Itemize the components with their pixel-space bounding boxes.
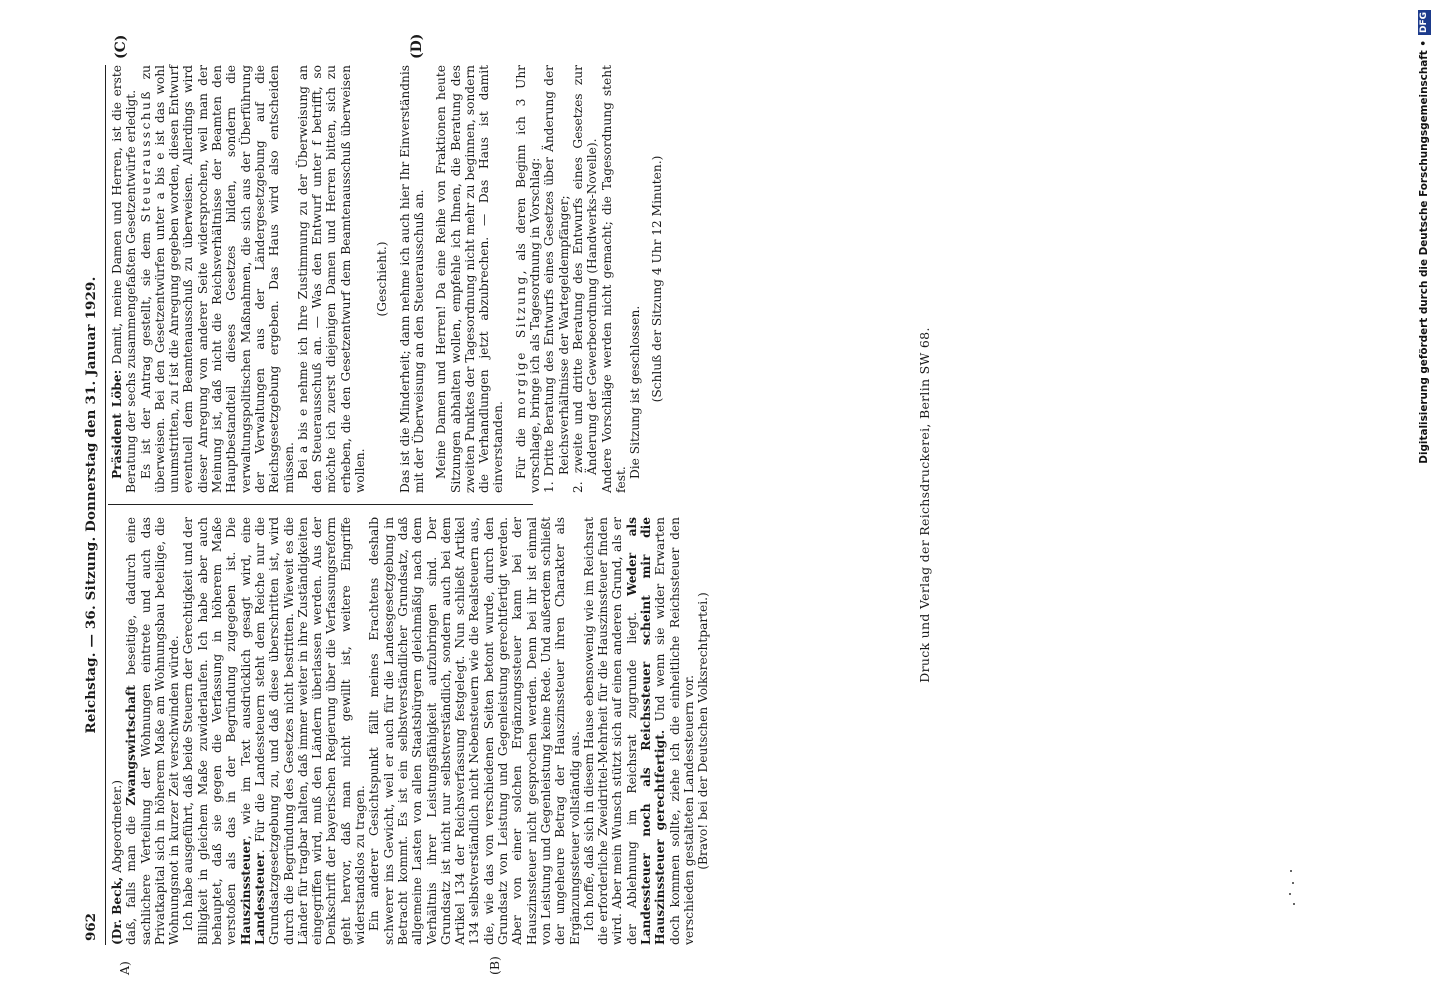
emphasis-run: Landessteuer <box>252 853 267 945</box>
speaker-name: (Dr. Beck, <box>110 876 124 945</box>
margin-mark-a: A) <box>117 961 132 975</box>
text-run: daß, falls man die <box>124 805 139 945</box>
speaker-line <box>110 517 124 945</box>
header-rule <box>105 65 106 945</box>
page-number: 962 <box>83 913 99 941</box>
paragraph-vorschlaege: Andere Vorschläge werden nicht gemacht; die Tagesordnung steht fest. <box>599 65 628 493</box>
text-run: Für die <box>513 418 528 479</box>
paragraph-fraktionen: Meine Damen und Herren! Da eine Reihe von Fraktionen heute Sitzungen abhalten wollen, empfehle ich Ihnen, die Beratung des zweiten Punktes der Tagesordnung nicht mehr zu beginnen, sondern die Verhandlungen jetzt abzubrechen. — Das Haus ist damit einverstanden. <box>434 65 506 493</box>
margin-mark-c: (C) <box>113 34 129 59</box>
printer-imprint: Druck und Verlag der Reichsdruckerei, Berlin SW 68. <box>917 327 932 683</box>
spaced-run: Steuerausschuß <box>138 89 153 223</box>
running-head <box>80 65 102 945</box>
text-run: beseitige, dadurch eine sachlichere Verteilung der Wohnungen eintrete und auch das Privatkapital sich in höherem Maße am Wohnungsbau beteilige, die Wohnungsnot in kurzer Zeit verschwinden würde. <box>124 517 182 945</box>
emphasis-run: Zwangswirtschaft <box>124 685 139 806</box>
digitization-credit <box>1417 10 1431 990</box>
text-run: Und wenn sie wider Erwarten doch kommen sollte, ziehe ich die einheitliche Reichssteuer den verschieden gestalteten Landessteuern vor. <box>653 517 696 945</box>
text-run: Es ist der Antrag gestellt, sie dem <box>138 222 153 479</box>
column-rule <box>108 504 533 505</box>
scan-specks <box>1286 868 1298 908</box>
paragraph-minderheit: Das ist die Minderheit; dann nehme ich auch hier Ihr Einverständnis mit der Überweisung an den Steuerausschuß an. <box>397 65 426 493</box>
rotated-document-page <box>80 33 980 975</box>
text-run: Damit, meine Damen und Herren, ist die erste Beratung der sechs zusammengefaßten Gesetzentwürfe erledigt. <box>110 65 139 493</box>
paragraph-antrag <box>139 65 296 493</box>
paragraph-praesident <box>110 65 139 493</box>
spaced-run: morgige Sitzung <box>513 274 528 419</box>
paragraph-zustimmung: Bei a bis e nehme ich Ihre Zustimmung zu der Überweisung an den Steuerausschuß an. — Was den Entwurf unter f betrifft, so möchte ich zuerst diejenigen Damen und Herren bitten, sich zu erheben, die den Gesetzentwurf dem Beamtenausschuß überweisen wollen. <box>295 65 368 493</box>
text-run: . Für die Landessteuern steht dem Reiche nur die Grundsatzgesetzgebung zu, und daß diese überschritten ist, wird durch die Begründung des Gesetzes nicht bestritten. Wieweit es die Länder für tragbar halten, daß immer weiter in ihre Zuständigkeiten eingegriffen wird, muß den Ländern überlassen werden. Aus der Denkschrift der bayerischen Regierung über die Verfassungsreform geht hervor, daß man nicht gewillt ist, weitere Eingriffe widerstandslos zu tragen. <box>252 517 368 945</box>
page-title: Reichstag. — 36. Sitzung. Donnerstag den 31. Januar 1929. <box>83 276 99 734</box>
margin-mark-b: (B) <box>487 956 502 975</box>
emphasis-run: Weder als Landessteuer noch als Reichssteuer scheint mir die Hauszinssteuer gerechtfertigt. <box>624 517 668 945</box>
text-run: , als deren Beginn ich 3 Uhr vorschlage, bringe ich als Tagesordnung in Vorschlag: <box>513 65 543 493</box>
paragraph-verfassung <box>181 517 367 945</box>
stage-note-geschieht: (Geschieht.) <box>375 241 390 317</box>
agenda-item-1: 1. Dritte Beratung des Entwurfs eines Gesetzes über Änderung der Reichsverhältnisse der Wartegeldempfänger; <box>542 65 571 493</box>
margin-mark-d: (D) <box>409 33 425 59</box>
paragraph-gesichtspunkt: Ein anderer Gesichtspunkt fällt meines Erachtens deshalb schwerer ins Gewicht, weil er auch für die Landesgesetzgebung in Betracht kommt. Es ist ein selbstverständlicher Grundsatz, daß allgemeine Lasten von allen Staatsbürgern gleichmäßig nach dem Verhältnis ihrer Leistungsfähigkeit aufzubringen sind. Der Grundsatz ist nicht nur selbstverständlich, sondern auch bei dem Artikel 134 der Reichsverfassung festgelegt. Nun schließt Artikel 134 selbstverständlich nicht Nebensteuern wie die Realsteuern aus, die, wie das von verschiedenen Seiten betont wurde, durch den Grundsatz von Leistung und Gegenleistung gerechtfertigt werden. Aber von einer solchen Ergänzungssteuer kann bei der Hauszinssteuer nicht gesprochen werden. Denn bei ihr ist einmal von Leistung und Gegenleistung keine Rede. Und außerdem schließt der ungeheure Betrag der Hauszinssteuer ihren Charakter als Ergänzungssteuer vollständig aus. <box>367 517 582 945</box>
paragraph-morgige-sitzung <box>514 65 543 493</box>
agenda-item-2: 2. zweite und dritte Beratung des Entwurfs eines Gesetzes zur Änderung der Gewerbeordnung (Handwerks-Novelle). <box>570 65 600 493</box>
paragraph-geschlossen: Die Sitzung ist geschlossen. <box>628 305 643 479</box>
speaker-role: Abgeordneter.) <box>110 779 124 877</box>
text-run: Ich habe ausgeführt, daß beide Steuern der Gerechtigkeit und der Billigkeit in gleichem Maße zuwiderlaufen. Ich habe aber auch behauptet, daß sie gegen die Verfassung in höherem Maße verstoßen als das in der Begründung zugegeben ist. Die <box>181 517 239 945</box>
speaker-name: Präsident Löbe: <box>110 369 124 479</box>
text-run: , wie im Text ausdrücklich gesagt wird, eine <box>238 517 253 840</box>
text-run: zu überweisen. Bei den Gesetzentwürfen unter a bis e ist das wohl unumstritten, zu f ist die Anregung gegeben worden, diesen Entwurf eventuell dem Beamtenausschuß zu überweisen. Allerdings wird dieser Anregung von anderer Seite widersprochen, weil man der Meinung ist, daß nicht die Reichsverhältnisse der Beamten den Hauptbestandteil dieses Gesetzes bilden, sondern die verwaltungspolitischen Maßnahmen, die sich aus der Überführung der Verwaltungen aus der Ländergesetzgebung auf die Reichsgesetzgebung ergeben. Das Haus wird also entscheiden müssen. <box>138 64 296 493</box>
text-run: Ich hoffe, daß sich in diesem Hause ebensowenig wie im Reichsrat die erforderliche Zweidrittel-Mehrheit für die Hauszinssteuer finden wird. Aber mein Wunsch stützt sich auf einen anderen Grund, als er der Ablehnung im Reichsrat zugrunde liegt. <box>581 517 639 945</box>
right-column <box>110 65 665 493</box>
paragraph-zwangswirtschaft <box>124 517 181 945</box>
closing-note: (Schluß der Sitzung 4 Uhr 12 Minuten.) <box>650 155 665 403</box>
emphasis-run: Hauszinssteuer <box>238 839 253 945</box>
dfg-logo: DFG <box>1418 12 1429 34</box>
applause-note: (Bravo! bei der Deutschen Volksrechtpartei.) <box>696 592 711 870</box>
left-column <box>110 517 710 945</box>
paragraph-hoffnung <box>582 517 696 945</box>
credit-text: Digitalisierung gefördert durch die Deutsche Forschungsgemeinschaft • <box>1418 40 1430 464</box>
